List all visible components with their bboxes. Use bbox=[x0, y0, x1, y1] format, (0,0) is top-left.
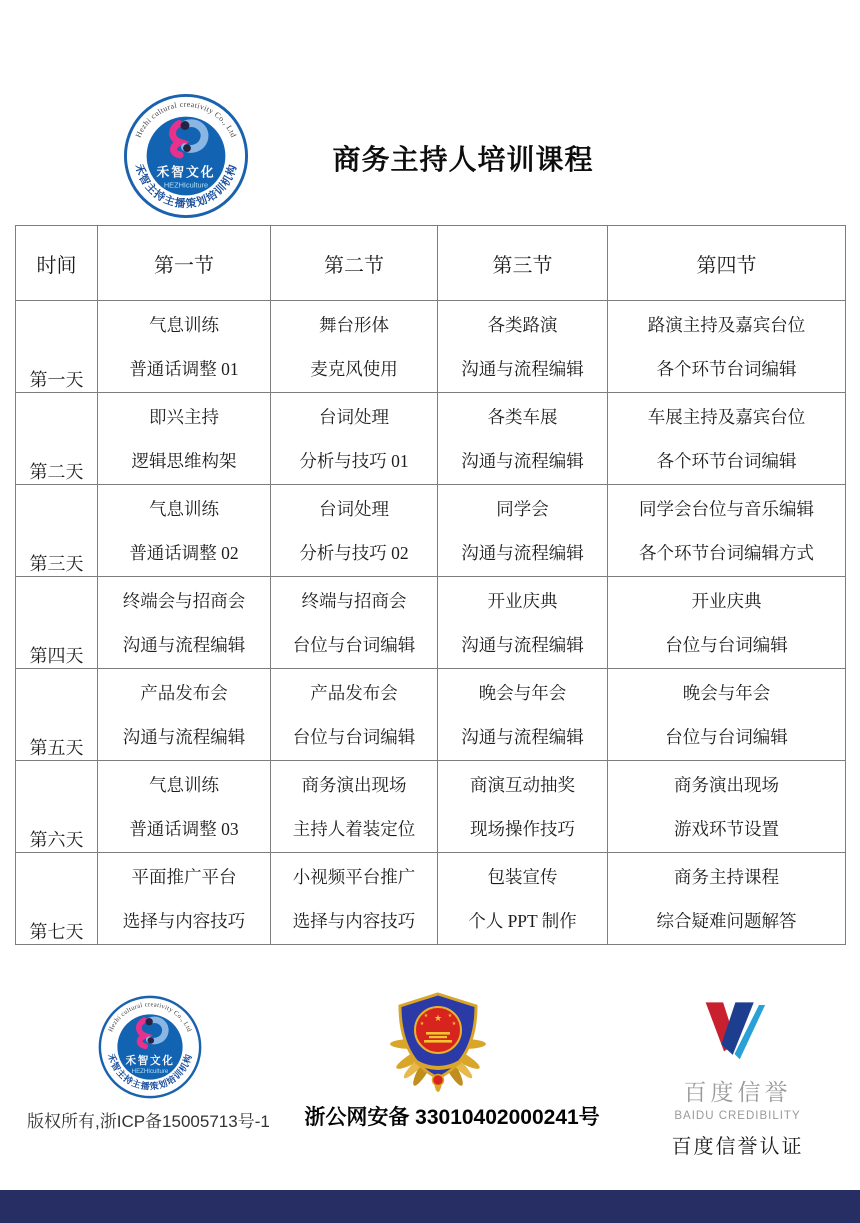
cell-line: 沟通与流程编辑 bbox=[122, 726, 246, 747]
police-badge-icon bbox=[372, 987, 504, 1095]
course-cell bbox=[438, 301, 608, 393]
cell-line: 终端会与招商会 bbox=[122, 591, 246, 611]
cell-line: 各类路演 bbox=[487, 315, 558, 335]
cell-line: 沟通与流程编辑 bbox=[461, 726, 584, 747]
day-cell: 第二天 bbox=[16, 393, 98, 485]
cell-line: 台位与台词编辑 bbox=[665, 634, 788, 655]
course-cell bbox=[98, 577, 271, 669]
course-cell bbox=[98, 301, 271, 393]
day-cell: 第四天 bbox=[16, 577, 98, 669]
cell-line: 个人 PPT 制作 bbox=[468, 910, 577, 931]
baidu-name-en: BAIDU CREDIBILITY bbox=[674, 1110, 801, 1122]
course-cell bbox=[271, 577, 438, 669]
police-record-number: 浙公网安备 33010402000241号 bbox=[304, 1106, 600, 1129]
course-cell bbox=[271, 301, 438, 393]
course-cell bbox=[438, 393, 608, 485]
cell-line: 商务主持课程 bbox=[674, 867, 779, 887]
day-cell: 第七天 bbox=[16, 853, 98, 945]
course-cell bbox=[98, 393, 271, 485]
cell-line: 产品发布会 bbox=[140, 683, 228, 703]
course-cell bbox=[608, 669, 846, 761]
cell-line: 主持人着装定位 bbox=[292, 818, 416, 839]
course-cell bbox=[608, 577, 846, 669]
course-cell bbox=[98, 853, 271, 945]
cell-line: 沟通与流程编辑 bbox=[122, 634, 246, 655]
cell-line: 气息训练 bbox=[149, 315, 219, 335]
course-cell bbox=[271, 853, 438, 945]
cell-line: 台位与台词编辑 bbox=[292, 634, 416, 655]
cell-line: 同学会 bbox=[496, 499, 549, 519]
cell-line: 即兴主持 bbox=[149, 407, 219, 427]
course-cell bbox=[608, 853, 846, 945]
column-header-session1: 第一节 bbox=[98, 226, 271, 301]
cell-line: 小视频平台推广 bbox=[292, 867, 416, 887]
cell-line: 台位与台词编辑 bbox=[665, 726, 788, 747]
course-cell bbox=[608, 761, 846, 853]
svg-text:★: ★ bbox=[451, 1021, 457, 1027]
cell-line: 同学会台位与音乐编辑 bbox=[639, 499, 814, 519]
cell-line: 舞台形体 bbox=[319, 315, 389, 335]
column-header-session4: 第四节 bbox=[608, 226, 846, 301]
cell-line: 台词处理 bbox=[319, 499, 389, 519]
table-row bbox=[16, 853, 846, 945]
cell-line: 现场操作技巧 bbox=[470, 818, 575, 839]
baidu-credibility-block bbox=[655, 998, 820, 1159]
column-header-session2: 第二节 bbox=[271, 226, 438, 301]
cell-line: 选择与内容技巧 bbox=[122, 910, 246, 931]
cell-line: 麦克风使用 bbox=[310, 358, 398, 379]
table-row bbox=[16, 301, 846, 393]
day-cell: 第六天 bbox=[16, 761, 98, 853]
cell-line: 逻辑思维构架 bbox=[131, 450, 237, 471]
cell-line: 沟通与流程编辑 bbox=[461, 450, 584, 471]
cell-line: 各个环节台词编辑 bbox=[656, 450, 797, 471]
cell-line: 分析与技巧 02 bbox=[299, 542, 409, 563]
course-table bbox=[15, 225, 846, 945]
course-cell bbox=[438, 669, 608, 761]
cell-line: 产品发布会 bbox=[310, 683, 398, 703]
cell-line: 沟通与流程编辑 bbox=[461, 358, 584, 379]
baidu-name: 百度信誉 bbox=[683, 1079, 792, 1105]
hezhi-logo bbox=[122, 92, 250, 220]
cell-line: 沟通与流程编辑 bbox=[461, 634, 584, 655]
course-cell bbox=[438, 761, 608, 853]
table-row bbox=[16, 761, 846, 853]
svg-text:★: ★ bbox=[423, 1013, 429, 1019]
table-row bbox=[16, 669, 846, 761]
course-cell bbox=[271, 393, 438, 485]
course-cell bbox=[608, 393, 846, 485]
course-cell bbox=[608, 485, 846, 577]
cell-line: 普通话调整 02 bbox=[129, 542, 239, 563]
cell-line: 台词处理 bbox=[319, 407, 389, 427]
hezhi-logo-footer bbox=[97, 994, 203, 1100]
cell-line: 综合疑难问题解答 bbox=[656, 910, 797, 931]
cell-line: 包装宣传 bbox=[487, 867, 558, 887]
svg-text:★: ★ bbox=[447, 1013, 453, 1019]
cell-line: 开业庆典 bbox=[487, 591, 558, 611]
svg-text:★: ★ bbox=[419, 1021, 425, 1027]
course-cell bbox=[98, 761, 271, 853]
copyright-text: 版权所有,浙ICP备15005713号-1 bbox=[27, 1112, 270, 1131]
cell-line: 各类车展 bbox=[487, 407, 558, 427]
cell-line: 商务演出现场 bbox=[674, 775, 779, 795]
table-row bbox=[16, 393, 846, 485]
cell-line: 车展主持及嘉宾台位 bbox=[647, 407, 806, 427]
cell-line: 选择与内容技巧 bbox=[292, 910, 416, 931]
cell-line: 分析与技巧 01 bbox=[299, 450, 409, 471]
cell-line: 普通话调整 01 bbox=[129, 358, 239, 379]
day-cell: 第一天 bbox=[16, 301, 98, 393]
table-row bbox=[16, 485, 846, 577]
cell-line: 各个环节台词编辑 bbox=[656, 358, 797, 379]
baidu-v-icon bbox=[692, 998, 784, 1068]
cell-line: 商务演出现场 bbox=[301, 775, 407, 795]
day-cell: 第三天 bbox=[16, 485, 98, 577]
cell-line: 商演互动抽奖 bbox=[470, 775, 575, 795]
column-header-session3: 第三节 bbox=[438, 226, 608, 301]
course-cell bbox=[438, 485, 608, 577]
header-row bbox=[16, 226, 846, 301]
cell-line: 游戏环节设置 bbox=[674, 818, 779, 839]
cell-line: 各个环节台词编辑方式 bbox=[639, 542, 814, 563]
course-cell bbox=[98, 485, 271, 577]
cell-line: 台位与台词编辑 bbox=[292, 726, 416, 747]
bottom-bar bbox=[0, 1190, 860, 1223]
course-cell bbox=[438, 577, 608, 669]
cell-line: 普通话调整 03 bbox=[129, 818, 239, 839]
cell-line: 晚会与年会 bbox=[478, 683, 567, 703]
cell-line: 晚会与年会 bbox=[682, 683, 771, 703]
cell-line: 平面推广平台 bbox=[131, 867, 237, 887]
svg-text:★: ★ bbox=[433, 1013, 443, 1023]
day-cell: 第五天 bbox=[16, 669, 98, 761]
cell-line: 路演主持及嘉宾台位 bbox=[647, 315, 806, 335]
course-cell bbox=[271, 761, 438, 853]
course-cell bbox=[438, 853, 608, 945]
cell-line: 气息训练 bbox=[149, 499, 219, 519]
table-row bbox=[16, 577, 846, 669]
course-cell bbox=[98, 669, 271, 761]
course-cell bbox=[608, 301, 846, 393]
course-cell bbox=[271, 669, 438, 761]
page-title: 商务主持人培训课程 bbox=[332, 144, 594, 175]
cell-line: 气息训练 bbox=[149, 775, 219, 795]
cell-line: 开业庆典 bbox=[691, 591, 762, 611]
course-cell bbox=[271, 485, 438, 577]
cell-line: 沟通与流程编辑 bbox=[461, 542, 584, 563]
baidu-cert-text: 百度信誉认证 bbox=[671, 1136, 804, 1158]
column-header-time: 时间 bbox=[16, 226, 98, 301]
cell-line: 终端与招商会 bbox=[301, 591, 407, 611]
